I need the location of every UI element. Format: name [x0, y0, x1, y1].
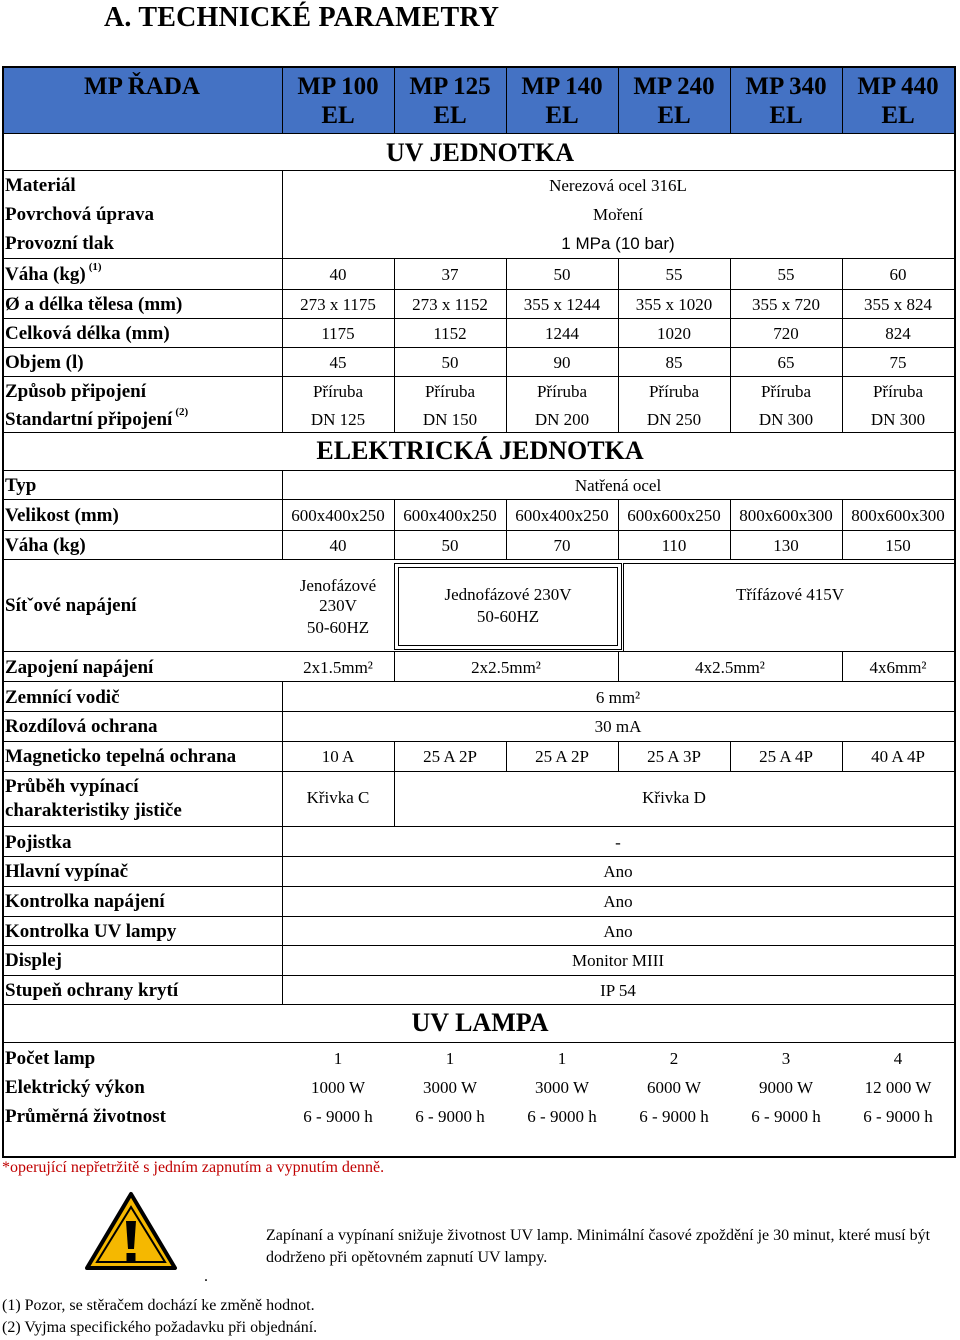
model-header-5: MP 340 EL	[745, 73, 827, 129]
volume-value-3: 90	[553, 353, 571, 372]
ground-value: 6 mm²	[595, 688, 641, 707]
grid-line	[282, 856, 283, 886]
grid-line	[730, 347, 731, 376]
grid-line	[506, 530, 507, 559]
row-label-weight-text: Váha (kg)	[5, 264, 86, 285]
size-value-6: 800x600x300	[851, 506, 945, 525]
grid-line	[842, 376, 843, 432]
thermal-value-1: 10 A	[321, 747, 355, 766]
grid-line	[282, 945, 283, 975]
thermal-value-6: 40 A 4P	[871, 747, 925, 766]
grid-line	[2, 559, 956, 560]
breaker-curve-c: Křivka C	[306, 788, 370, 807]
grid-line	[2, 886, 956, 887]
row-label-total-length: Celková délka (mm)	[5, 323, 170, 344]
weight-value-4: 55	[665, 265, 683, 284]
grid-line	[394, 376, 395, 432]
volume-value-1: 45	[329, 353, 347, 372]
model-header-3: MP 140 EL	[521, 73, 603, 129]
grid-line	[618, 259, 619, 289]
lamp-lifetime-value-1: 6 - 9000 h	[303, 1107, 373, 1126]
size-value-5: 800x600x300	[739, 506, 833, 525]
grid-line	[618, 318, 619, 347]
grid-line	[730, 530, 731, 559]
grid-line	[282, 470, 283, 499]
lamp-power-value-3: 3000 W	[535, 1078, 589, 1097]
grid-line	[506, 259, 507, 289]
lamp-power-value-2: 3000 W	[423, 1078, 477, 1097]
row-label-volume: Objem (l)	[5, 352, 84, 373]
standard-connection-value-6: DN 300	[870, 410, 926, 429]
row-label-fuse: Pojistka	[5, 832, 72, 853]
power-single-1-line2: 230V	[319, 596, 357, 615]
row-label-breaker-1: Průběh vypínací	[5, 776, 139, 797]
grid-line	[618, 652, 619, 681]
row-label-size: Velikost (mm)	[5, 505, 119, 526]
grid-line	[842, 347, 843, 376]
lamp-lifetime-value-5: 6 - 9000 h	[751, 1107, 821, 1126]
main-switch-value: Ano	[603, 862, 633, 881]
grid-line	[2, 66, 4, 1158]
grid-line	[394, 563, 395, 649]
fuse-value: -	[615, 833, 621, 852]
grid-line	[506, 741, 507, 771]
display-value: Monitor MIII	[571, 951, 665, 970]
total-length-value-3: 1244	[545, 324, 579, 343]
grid-line	[2, 856, 956, 857]
grid-line	[2, 530, 956, 531]
grid-line	[2, 651, 956, 652]
model-header-1: MP 100 EL	[297, 73, 379, 129]
row-label-standard-connection-text: Standartní připojení	[5, 409, 173, 430]
power-single-1-line3: 50-60HZ	[306, 618, 370, 637]
grid-line	[282, 259, 283, 289]
grid-line	[394, 66, 395, 133]
section-electric-unit: ELEKTRICKÁ JEDNOTKA	[316, 436, 644, 465]
grid-line	[2, 741, 956, 742]
grid-line	[2, 66, 956, 68]
grid-line	[506, 500, 507, 530]
body-size-value-3: 355 x 1244	[523, 295, 601, 314]
connection-type-value-4: Příruba	[648, 382, 700, 401]
wiring-value-1: 2x1.5mm²	[303, 658, 373, 677]
lamp-power-value-4: 6000 W	[647, 1078, 701, 1097]
row-label-weight	[5, 261, 102, 285]
el-weight-value-3: 70	[553, 536, 571, 555]
grid-line	[621, 563, 622, 649]
model-header-2: MP 125 EL	[409, 73, 491, 129]
footnote: *operující nepřetržitě s jedním zapnutím a vypnutím denně.	[2, 1159, 385, 1176]
power-single-1: Jenofázové	[299, 576, 377, 595]
grid-line	[394, 347, 395, 376]
lamp-power-value-6: 12 000 W	[864, 1078, 932, 1097]
thermal-value-5: 25 A 4P	[759, 747, 813, 766]
power-single-2-line2: 50-60HZ	[476, 607, 540, 626]
row-label-material: Materiál	[5, 175, 76, 196]
body-size-value-5: 355 x 720	[752, 295, 820, 314]
grid-line	[398, 645, 618, 646]
grid-line	[394, 289, 395, 318]
grid-line	[730, 318, 731, 347]
stray-dot: .	[204, 1268, 208, 1285]
grid-line	[842, 530, 843, 559]
wiring-value-3: 4x2.5mm²	[695, 658, 765, 677]
grid-line	[842, 741, 843, 771]
el-weight-value-2: 50	[441, 536, 459, 555]
connection-type-value-5: Příruba	[760, 382, 812, 401]
standard-connection-value-2: DN 150	[422, 410, 478, 429]
lamp-lifetime-value-2: 6 - 9000 h	[415, 1107, 485, 1126]
connection-type-value-6: Příruba	[872, 382, 924, 401]
body-size-value-1: 273 x 1175	[300, 295, 376, 314]
grid-line	[394, 259, 395, 289]
grid-line	[282, 347, 283, 376]
weight-value-5: 55	[777, 265, 795, 284]
series-label: MP ŘADA	[84, 73, 200, 100]
grid-line	[282, 376, 283, 432]
grid-line	[2, 499, 956, 500]
surface-value: Moření	[592, 205, 644, 224]
grid-line	[2, 258, 956, 259]
grid-line	[2, 771, 956, 772]
grid-line	[2, 681, 956, 682]
grid-line	[730, 741, 731, 771]
warning-triangle-icon	[84, 1191, 178, 1276]
grid-line	[842, 259, 843, 289]
grid-line	[2, 916, 956, 917]
model-header-4: MP 240 EL	[633, 73, 715, 129]
total-length-value-4: 1020	[657, 324, 691, 343]
warning-text: Zapínaní a vypínaní snižuje životnost UV lamp. Minimální časové zpoždění je 30 minut, které musí být dodrženo při opětovném zapnutí UV lampy.	[266, 1227, 931, 1266]
grid-line	[842, 500, 843, 530]
grid-line	[394, 652, 395, 681]
grid-line	[394, 500, 395, 530]
type-value: Natřená ocel	[574, 476, 662, 495]
grid-line	[2, 347, 956, 348]
weight-value-6: 60	[889, 265, 907, 284]
standard-connection-value-4: DN 250	[646, 410, 702, 429]
row-label-power-supply: Sítˇové napájení	[5, 595, 137, 616]
row-label-el-weight: Váha (kg)	[5, 535, 86, 556]
grid-line	[618, 66, 619, 133]
el-weight-value-1: 40	[329, 536, 347, 555]
power-single-2-line1: Jednofázové 230V	[444, 585, 572, 604]
size-value-2: 600x400x250	[403, 506, 497, 525]
grid-line	[398, 567, 399, 645]
grid-line	[2, 432, 956, 433]
grid-line	[730, 376, 731, 432]
note-marker: (2)	[175, 406, 189, 418]
grid-line	[282, 711, 283, 741]
weight-value-1: 40	[329, 265, 347, 284]
lamp-power-value-5: 9000 W	[759, 1078, 813, 1097]
grid-line	[618, 500, 619, 530]
volume-value-2: 50	[441, 353, 459, 372]
row-label-thermal: Magneticko tepelná ochrana	[5, 746, 237, 767]
grid-line	[2, 975, 956, 976]
lamp-lifetime-value-4: 6 - 9000 h	[639, 1107, 709, 1126]
weight-value-3: 50	[553, 265, 571, 284]
grid-line	[282, 771, 283, 826]
total-length-value-5: 720	[773, 324, 799, 343]
page-title: A. TECHNICKÉ PARAMETRY	[104, 2, 500, 33]
volume-value-4: 85	[665, 353, 683, 372]
grid-line	[282, 741, 283, 771]
size-value-3: 600x400x250	[515, 506, 609, 525]
grid-line	[623, 563, 624, 651]
wiring-value-4: 4x6mm²	[869, 658, 927, 677]
el-weight-value-4: 110	[661, 536, 687, 555]
grid-line	[2, 1156, 956, 1158]
model-header-6: MP 440 EL	[857, 73, 939, 129]
lamp-count-value-6: 4	[893, 1049, 903, 1068]
standard-connection-value-5: DN 300	[758, 410, 814, 429]
row-label-wiring: Zapojení napájení	[5, 657, 154, 678]
lamp-power-value-1: 1000 W	[311, 1078, 365, 1097]
grid-line	[282, 530, 283, 559]
grid-line	[394, 771, 395, 826]
grid-line	[282, 682, 283, 711]
row-label-connection-type: Způsob připojení	[5, 381, 146, 402]
grid-line	[394, 649, 622, 650]
el-weight-value-5: 130	[773, 536, 799, 555]
grid-line	[2, 289, 956, 290]
body-size-value-2: 273 x 1152	[412, 295, 488, 314]
grid-line	[618, 347, 619, 376]
grid-line	[282, 500, 283, 530]
grid-line	[842, 318, 843, 347]
grid-line	[282, 975, 283, 1004]
grid-line	[506, 289, 507, 318]
protection-value: IP 54	[600, 981, 636, 1000]
grid-line	[282, 318, 283, 347]
row-label-lamp-lifetime: Průměrná životnost	[5, 1106, 166, 1127]
grid-line	[394, 530, 395, 559]
section-uv-lamp: UV LAMPA	[411, 1008, 549, 1037]
grid-line	[842, 289, 843, 318]
grid-line	[2, 133, 956, 134]
size-value-4: 600x600x250	[627, 506, 721, 525]
grid-line	[954, 66, 956, 1158]
grid-line	[623, 563, 956, 564]
size-value-1: 600x400x250	[291, 506, 385, 525]
power-three-phase: Třífázové 415V	[735, 585, 845, 604]
volume-value-5: 65	[777, 353, 795, 372]
row-label-residual: Rozdílová ochrana	[5, 716, 158, 737]
grid-line	[282, 886, 283, 916]
grid-line	[617, 567, 618, 645]
thermal-value-2: 25 A 2P	[423, 747, 477, 766]
grid-line	[730, 259, 731, 289]
grid-line	[282, 916, 283, 945]
grid-line	[506, 66, 507, 133]
grid-line	[282, 66, 283, 133]
lamp-count-value-4: 2	[669, 1049, 679, 1068]
material-value: Nerezová ocel 316L	[549, 176, 687, 195]
grid-line	[618, 530, 619, 559]
grid-line	[730, 66, 731, 133]
row-label-pressure: Provozní tlak	[5, 233, 114, 254]
grid-line	[398, 567, 618, 568]
breaker-curve-d: Křivka D	[642, 788, 706, 807]
lamp-lifetime-value-6: 6 - 9000 h	[863, 1107, 933, 1126]
note-2: (2) Vyjma specifického požadavku při objednání.	[2, 1319, 318, 1336]
row-label-power-indicator: Kontrolka napájení	[5, 891, 165, 912]
lamp-count-value-5: 3	[781, 1049, 791, 1068]
total-length-value-2: 1152	[433, 324, 467, 343]
thermal-value-3: 25 A 2P	[535, 747, 589, 766]
grid-line	[2, 170, 956, 171]
grid-line	[282, 289, 283, 318]
grid-line	[2, 470, 956, 471]
grid-line	[394, 318, 395, 347]
thermal-value-4: 25 A 3P	[647, 747, 701, 766]
row-label-ground: Zemnící vodič	[5, 687, 120, 708]
row-label-main-switch: Hlavní vypínač	[5, 861, 128, 882]
row-label-body-size: Ø a délka tělesa (mm)	[5, 294, 183, 315]
body-size-value-4: 355 x 1020	[635, 295, 713, 314]
grid-line	[394, 741, 395, 771]
section-uv-unit: UV JEDNOTKA	[385, 138, 575, 167]
lamp-count-value-2: 1	[445, 1049, 455, 1068]
grid-line	[730, 289, 731, 318]
row-label-lamp-power: Elektrický výkon	[5, 1077, 145, 1098]
grid-line	[2, 826, 956, 827]
grid-line	[2, 711, 956, 712]
row-label-display: Displej	[5, 950, 62, 971]
grid-line	[282, 170, 283, 258]
row-label-surface: Povrchová úprava	[5, 204, 155, 225]
grid-line	[2, 318, 956, 319]
row-label-lamp-count: Počet lamp	[5, 1048, 96, 1069]
lamp-count-value-1: 1	[333, 1049, 343, 1068]
note-1: (1) Pozor, se stěračem dochází ke změně hodnot.	[2, 1297, 315, 1314]
note-marker: (1)	[88, 261, 102, 273]
lamp-count-value-3: 1	[557, 1049, 567, 1068]
connection-type-value-3: Příruba	[536, 382, 588, 401]
grid-line	[842, 652, 843, 681]
uv-indicator-value: Ano	[603, 922, 633, 941]
row-label-standard-connection	[5, 406, 189, 430]
row-label-type: Typ	[5, 475, 37, 496]
grid-line	[506, 376, 507, 432]
row-label-uv-indicator: Kontrolka UV lampy	[5, 921, 177, 942]
grid-line	[506, 318, 507, 347]
grid-line	[2, 1042, 956, 1043]
row-label-protection: Stupeň ochrany krytí	[5, 980, 179, 1001]
grid-line	[394, 563, 622, 564]
grid-line	[2, 1004, 956, 1005]
grid-line	[618, 289, 619, 318]
grid-line	[2, 945, 956, 946]
residual-value: 30 mA	[594, 717, 642, 736]
lamp-lifetime-value-3: 6 - 9000 h	[527, 1107, 597, 1126]
connection-type-value-2: Příruba	[424, 382, 476, 401]
total-length-value-6: 824	[885, 324, 911, 343]
wiring-value-2: 2x2.5mm²	[471, 658, 541, 677]
grid-line	[618, 741, 619, 771]
volume-value-6: 75	[889, 353, 907, 372]
grid-line	[2, 376, 956, 377]
spec-table	[2, 66, 956, 1158]
el-weight-value-6: 150	[885, 536, 911, 555]
grid-line	[730, 500, 731, 530]
standard-connection-value-1: DN 125	[310, 410, 366, 429]
pressure-value: 1 MPa (10 bar)	[561, 234, 675, 253]
grid-line	[506, 347, 507, 376]
power-indicator-value: Ano	[603, 892, 633, 911]
total-length-value-1: 1175	[321, 324, 355, 343]
standard-connection-value-3: DN 200	[534, 410, 590, 429]
grid-line	[618, 376, 619, 432]
grid-line	[282, 827, 283, 856]
row-label-breaker-2: charakteristiky jističe	[5, 800, 182, 821]
connection-type-value-1: Příruba	[312, 382, 364, 401]
body-size-value-6: 355 x 824	[864, 295, 932, 314]
weight-value-2: 37	[441, 265, 459, 284]
grid-line	[842, 66, 843, 133]
